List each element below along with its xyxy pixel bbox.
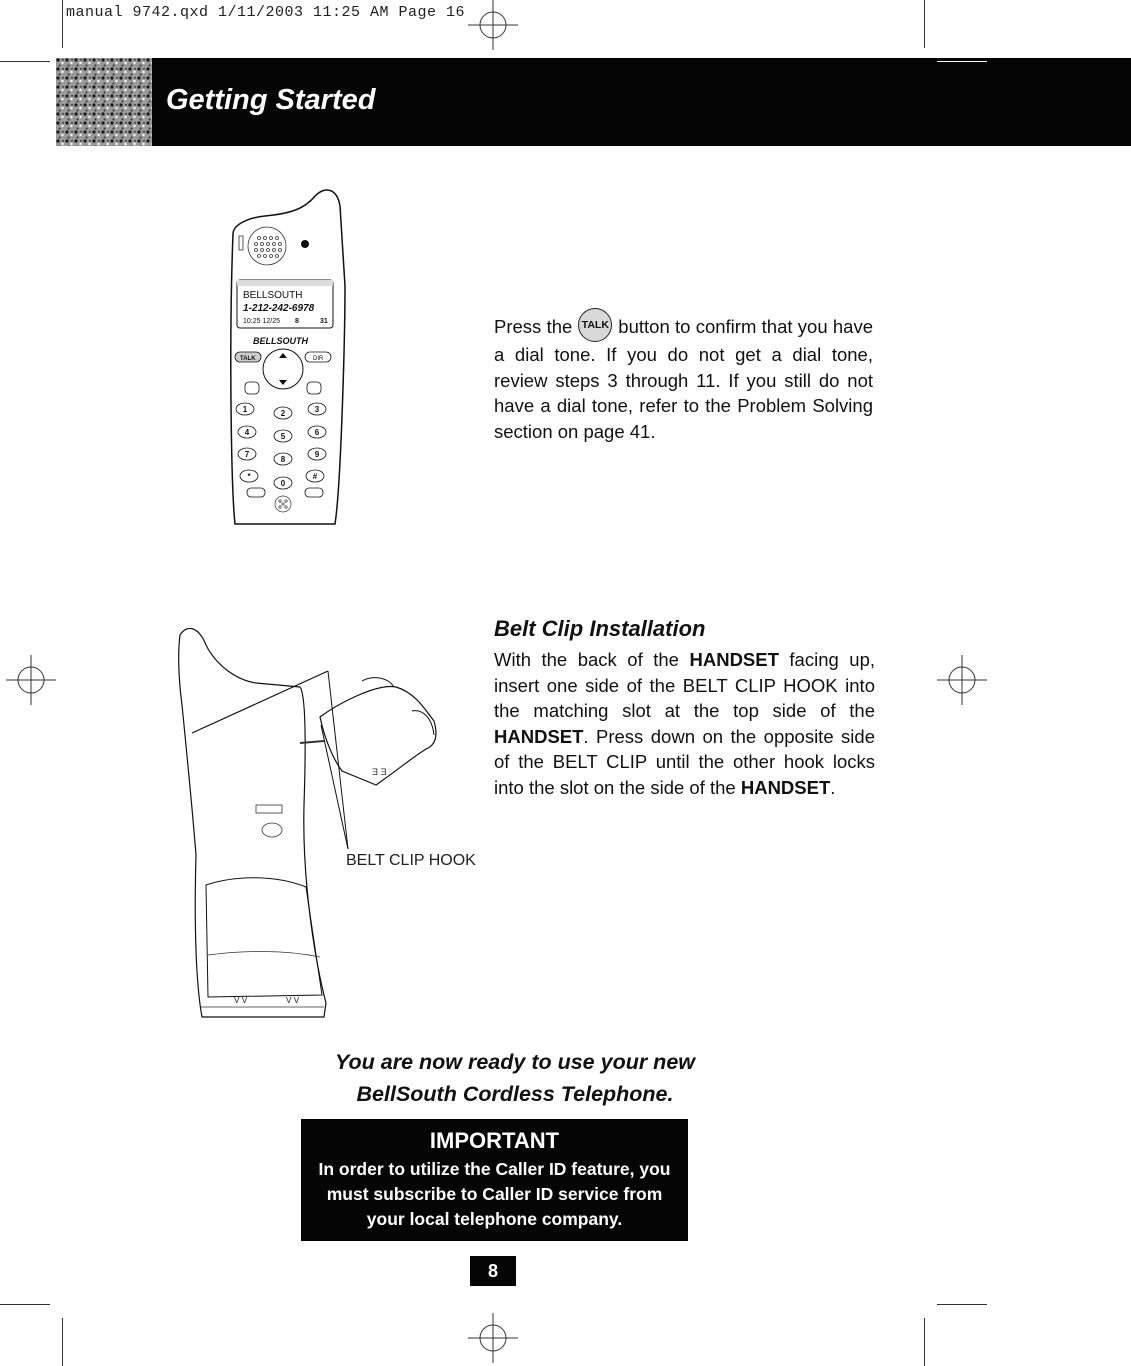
svg-text:Ⅴ Ⅴ: Ⅴ Ⅴ	[234, 996, 248, 1005]
handset-term: HANDSET	[689, 649, 779, 670]
header-bar	[152, 58, 1131, 146]
belt-clip-text-1: With the back of the	[494, 649, 679, 670]
page-title: Getting Started	[166, 84, 376, 116]
handset-back-belt-clip-illustration	[176, 625, 441, 1021]
belt-clip-text-3: . Press down on the opposite side of the BELT CLIP until the other hook locks into the slot on the side of the	[494, 725, 875, 798]
talk-instructions	[494, 314, 873, 444]
key-1: 1	[242, 405, 248, 414]
talk-instruction-post: button to confirm that you have a dial tone. If you do not get a dial tone, review steps 3 through 11. If you still do not have a dial tone, refer to the Problem Solving section on page 41.	[494, 316, 874, 442]
crop-mark	[937, 1304, 987, 1305]
key-6: 6	[314, 428, 320, 437]
key-0: 0	[280, 479, 286, 488]
registration-mark-top	[468, 0, 518, 50]
belt-clip-text-2: facing up, insert one side of the BELT CLIP HOOK into the matching slot at the top side of the	[494, 649, 876, 721]
important-text: In order to utilize the Caller ID feature, you must subscribe to Caller ID service from your local telephone company.	[318, 1159, 671, 1229]
display-total: 31	[320, 318, 328, 325]
display-name: BELLSOUTH	[243, 290, 303, 301]
crop-mark	[0, 1304, 50, 1305]
talk-instruction-pre: Press the	[494, 316, 573, 337]
header-rule	[937, 61, 987, 62]
display-count: 8	[295, 318, 299, 325]
registration-mark-right	[937, 655, 987, 705]
crop-mark	[0, 61, 50, 62]
key-7: 7	[244, 450, 250, 459]
key-3: 3	[314, 405, 320, 414]
handset-front-illustration	[225, 186, 350, 526]
key-9: 9	[314, 450, 320, 459]
ready-line-2: BellSouth Cordless Telephone.	[356, 1082, 674, 1106]
belt-clip-title: Belt Clip Installation	[494, 616, 706, 641]
talk-key: TALK	[240, 356, 256, 362]
key-2: 2	[280, 409, 286, 418]
belt-clip-instructions	[494, 647, 875, 800]
key-4: 4	[244, 428, 250, 437]
dir-key: DIR	[313, 356, 324, 362]
talk-button-icon: TALK	[578, 308, 612, 342]
svg-text:Ⅴ Ⅴ: Ⅴ Ⅴ	[286, 996, 300, 1005]
important-notice	[301, 1119, 688, 1241]
handset-term: HANDSET	[494, 725, 584, 747]
header-texture-graphic	[56, 58, 152, 146]
important-title: IMPORTANT	[429, 1128, 560, 1153]
key-star: *	[247, 472, 251, 481]
key-5: 5	[280, 432, 286, 441]
crop-mark	[62, 1318, 63, 1366]
registration-mark-left	[6, 655, 56, 705]
printer-slug: manual 9742.qxd 1/11/2003 11:25 AM Page 16	[66, 4, 466, 21]
handset-term: HANDSET	[740, 776, 831, 798]
brand-logo: BELLSOUTH	[253, 336, 308, 346]
page-number: 8	[470, 1256, 516, 1286]
ready-message	[300, 1046, 730, 1110]
key-8: 8	[280, 455, 286, 464]
belt-clip-hook-callout: BELT CLIP HOOK	[346, 852, 476, 869]
key-hash: #	[312, 472, 318, 481]
crop-mark	[62, 0, 63, 48]
ready-line-1: You are now ready to use your new	[334, 1050, 695, 1074]
registration-mark-bottom	[468, 1313, 518, 1363]
crop-mark	[924, 0, 925, 48]
belt-clip-text-4: .	[830, 776, 836, 798]
display-number: 1-212-242-6978	[243, 303, 315, 314]
crop-mark	[924, 1318, 925, 1366]
display-date: 10:25 12/25	[243, 318, 280, 325]
svg-text:Ǝ Ǝ: Ǝ Ǝ	[372, 767, 387, 777]
